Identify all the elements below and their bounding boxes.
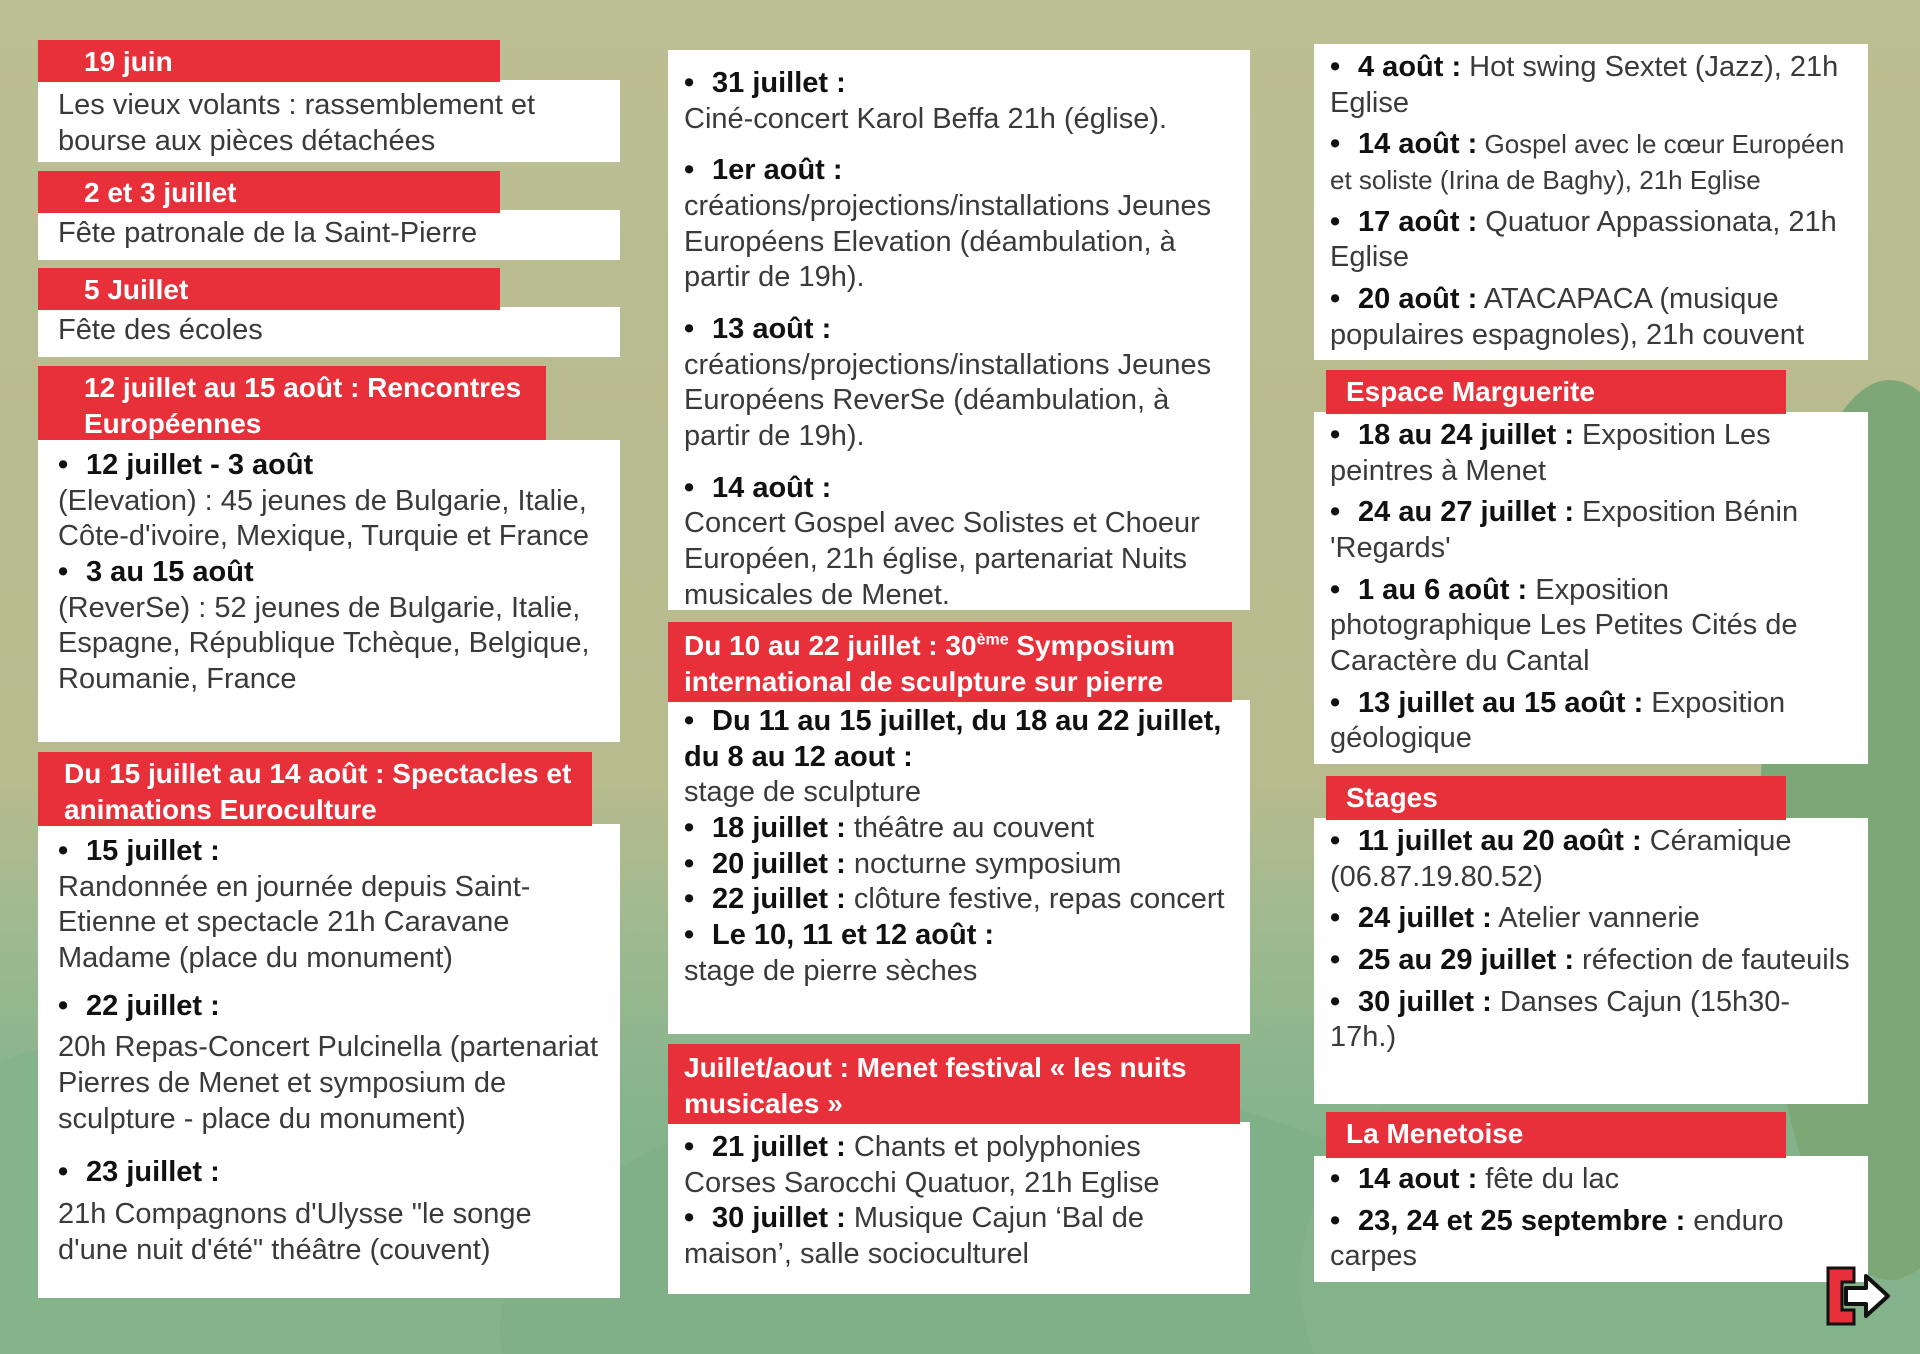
list-item: • 17 août : Quatuor Appassionata, 21h Eglise	[1330, 205, 1837, 274]
heading-5-juillet: 5 Juillet	[38, 268, 500, 310]
heading-symposium: Du 10 au 22 juillet : 30ème Symposium international de sculpture sur pierre	[668, 622, 1232, 702]
list-item: • 23 juillet :	[58, 1156, 220, 1189]
item-text: 20h Repas-Concert Pulcinella (partenariat Pierres de Menet et symposium de sculpture - place du monument)	[58, 1031, 599, 1135]
heading-espace-marguerite: Espace Marguerite	[1326, 370, 1786, 414]
item-text: créations/projections/installations Jeunes Européens ReverSe (déambulation, à partir de 19h).	[684, 348, 1212, 452]
list-item: • 14 août : Gospel avec le cœur Européen et soliste (Irina de Baghy), 21h Eglise	[1330, 128, 1845, 195]
list-item: • 13 juillet au 15 août : Exposition géologique	[1330, 686, 1786, 755]
list-item: • 11 juillet au 20 août : Céramique (06.87.19.80.52)	[1330, 825, 1792, 893]
card-5-juillet	[38, 307, 620, 357]
event-description: Fête patronale de la Saint-Pierre	[58, 217, 478, 249]
card-concerts	[1314, 44, 1868, 360]
list-item: • 22 juillet : clôture festive, repas concert	[684, 883, 1225, 916]
card-espace-marguerite	[1314, 412, 1868, 764]
list-item: • 30 juillet : Danses Cajun (15h30-17h.)	[1330, 985, 1790, 1054]
heading-rencontres: 12 juillet au 15 août : Rencontres Européennes	[38, 366, 546, 440]
list-item: • 4 août : Hot swing Sextet (Jazz), 21h Eglise	[1330, 51, 1839, 119]
card-19-juin	[38, 80, 620, 162]
card-festival	[668, 1122, 1250, 1294]
item-text: Randonnée en journée depuis Saint-Etienne et spectacle 21h Caravane Madame (place du monument)	[58, 870, 531, 974]
list-item: • 18 au 24 juillet : Exposition Les peintres à Menet	[1330, 419, 1771, 487]
list-item: • 3 au 15 août	[58, 555, 254, 588]
item-text: créations/projections/installations Jeunes Européens Elevation (déambulation, à partir de 19h).	[684, 189, 1212, 294]
item-text: (Elevation) : 45 jeunes de Bulgarie, Italie, Côte-d'ivoire, Mexique, Turquie et France	[58, 484, 590, 553]
item-text: 21h Compagnons d'Ulysse "le songe d'une nuit d'été" théâtre (couvent)	[58, 1197, 532, 1266]
list-item: • Le 10, 11 et 12 août :	[684, 918, 995, 951]
list-item: • 20 août : ATACAPACA (musique populaires espagnoles), 21h couvent	[1330, 282, 1804, 351]
list-item: • 23, 24 et 25 septembre : enduro carpes	[1330, 1204, 1784, 1273]
card-stages	[1314, 818, 1868, 1104]
item-text: (ReverSe) : 52 jeunes de Bulgarie, Italie, Espagne, République Tchèque, Belgique, Roumanie, France	[58, 591, 590, 695]
arrow-logo-icon	[1824, 1264, 1892, 1328]
list-item: • 14 août :	[684, 471, 832, 504]
heading-spectacles: Du 15 juillet au 14 août : Spectacles et animations Euroculture	[38, 752, 592, 826]
event-description: Les vieux volants : rassemblement et bourse aux pièces détachées	[58, 89, 536, 157]
list-item: • 12 juillet - 3 août	[58, 449, 314, 481]
card-spectacles	[38, 824, 620, 1298]
heading-menetoise: La Menetoise	[1326, 1112, 1786, 1158]
list-item: • 20 juillet : nocturne symposium	[684, 847, 1122, 880]
list-item: • 1er août :	[684, 154, 843, 187]
list-item: • 14 aout : fête du lac	[1330, 1163, 1620, 1195]
list-item: • 25 au 29 juillet : réfection de fauteuils	[1330, 943, 1850, 976]
list-item: • 24 juillet : Atelier vannerie	[1330, 902, 1700, 935]
event-description: Fête des écoles	[58, 314, 263, 346]
list-item: • 15 juillet :	[58, 835, 220, 867]
list-item: • 21 juillet : Chants et polyphonies Corses Sarocchi Quatuor, 21h Eglise	[684, 1131, 1160, 1199]
item-text: stage de pierre sèches	[684, 954, 978, 987]
item-text: Concert Gospel avec Solistes et Choeur Européen, 21h église, partenariat Nuits musicales de Menet.	[684, 507, 1200, 611]
item-text: Ciné-concert Karol Beffa 21h (église).	[684, 102, 1168, 135]
list-item: • 31 juillet :	[684, 67, 846, 99]
card-2-3-juillet	[38, 210, 620, 260]
list-item: • Du 11 au 15 juillet, du 18 au 22 juillet, du 8 au 12 aout :	[684, 705, 1222, 773]
heading-festival: Juillet/aout : Menet festival « les nuits musicales »	[668, 1044, 1240, 1124]
list-item: • 13 août :	[684, 312, 832, 345]
card-symposium	[668, 700, 1250, 1034]
list-item: • 24 au 27 juillet : Exposition Bénin 'Regards'	[1330, 496, 1799, 564]
item-text: stage de sculpture	[684, 776, 921, 809]
list-item: • 18 juillet : théâtre au couvent	[684, 811, 1095, 844]
list-item: • 22 juillet :	[58, 989, 220, 1022]
heading-19-juin: 19 juin	[38, 40, 500, 82]
heading-stages: Stages	[1326, 776, 1786, 820]
card-euroculture-dates	[668, 50, 1250, 610]
heading-2-3-juillet: 2 et 3 juillet	[38, 171, 500, 213]
card-menetoise	[1314, 1156, 1868, 1282]
list-item: • 1 au 6 août : Exposition photographique Les Petites Cités de Caractère du Cantal	[1330, 573, 1798, 677]
card-rencontres	[38, 440, 620, 742]
list-item: • 30 juillet : Musique Cajun ‘Bal de maison’, salle socioculturel	[684, 1202, 1144, 1270]
